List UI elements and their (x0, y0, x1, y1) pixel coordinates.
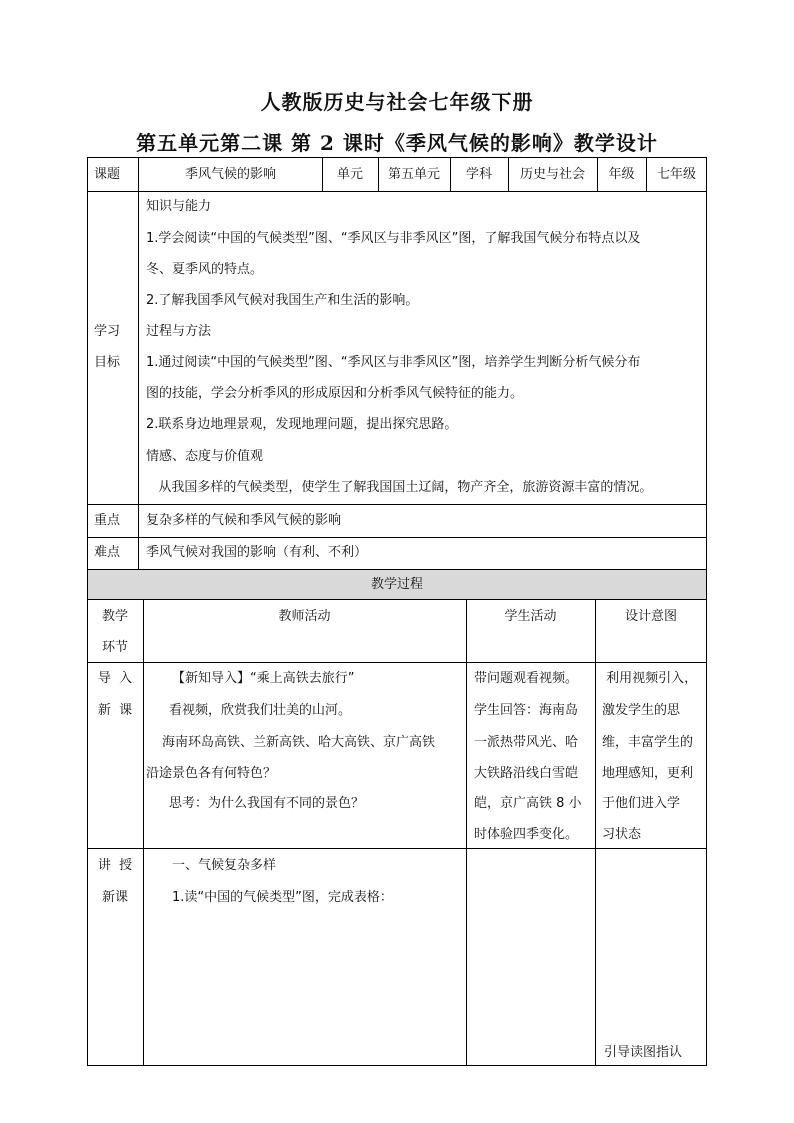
student-activity-line: 学生回答：海南岛 (474, 703, 579, 718)
grade-label: 年级 (608, 167, 635, 182)
grade-value: 七年级 (656, 167, 696, 182)
teacher-activity-line: 思考：为什么我国有不同的景色？ (169, 796, 365, 811)
student-activity-line: 一派热带风光、哈 (474, 735, 579, 750)
objective-line: 情感、态度与价值观 (146, 449, 264, 464)
objective-line: 知识与能力 (146, 199, 212, 214)
objective-line: 冬、夏季风的特点。 (146, 262, 264, 277)
objectives-label-line2: 目标 (94, 355, 121, 370)
design-intent-line: 于他们进入学 (602, 796, 681, 811)
objective-line: 1.学会阅读“中国的气候类型”图、“季风区与非季风区”图，了解我国气候分布特点以及 (146, 231, 641, 246)
student-activity-line: 时体验四季变化。 (474, 827, 579, 842)
process-header: 教学过程 (370, 577, 423, 592)
col-stage-header-line2: 环节 (101, 640, 128, 655)
objective-line: 从我国多样的气候类型，使学生了解我国国土辽阔，物产齐全，旅游资源丰富的情况。 (146, 480, 653, 495)
student-activity-line: 皑，京广高铁 8 小 (474, 796, 582, 811)
design-intent-line: 引导读图指认 (604, 1045, 683, 1060)
design-intent-line: 习状态 (602, 827, 642, 842)
teacher-activity-line: 1.读“中国的气候类型”图，完成表格： (172, 890, 393, 905)
key-point-value: 复杂多样的气候和季风气候的影响 (146, 513, 342, 528)
subject-value: 历史与社会 (519, 167, 585, 182)
row-intro-stage-line2: 新 课 (97, 703, 133, 718)
subject-label: 学科 (465, 167, 492, 182)
difficulty-label: 难点 (94, 545, 121, 560)
design-intent-line: 维，丰富学生的 (602, 735, 694, 750)
lesson-label: 课题 (94, 167, 121, 182)
unit-value: 第五单元 (387, 167, 440, 182)
col-teacher-header: 教师活动 (278, 609, 331, 624)
row-teach-stage-line2: 新课 (101, 890, 128, 905)
objective-line: 1.通过阅读“中国的气候类型”图、“季风区与非季风区”图，培养学生判断分析气候分布 (146, 355, 641, 370)
document-subtitle: 第五单元第二课 第 2 课时《季风气候的影响》教学设计 (136, 131, 658, 155)
design-intent-line: 地理感知，更利 (602, 766, 694, 781)
row-intro-stage-line1: 导 入 (97, 671, 133, 686)
teacher-activity-line: 海南环岛高铁、兰新高铁、哈大高铁、京广高铁 (162, 735, 436, 750)
document-title: 人教版历史与社会七年级下册 (260, 90, 534, 114)
teacher-activity-line: 沿途景色各有何特色？ (146, 766, 277, 781)
col-student-header: 学生活动 (504, 609, 557, 624)
student-activity-line: 大铁路沿线白雪皑 (474, 766, 579, 781)
objective-line: 2.了解我国季风气候对我国生产和生活的影响。 (146, 293, 419, 308)
unit-label: 单元 (336, 167, 363, 182)
design-intent-line: 激发学生的思 (602, 703, 681, 718)
teacher-activity-line: 一、气候复杂多样 (172, 858, 277, 873)
key-point-label: 重点 (94, 513, 121, 528)
objective-line: 图的技能，学会分析季风的形成原因和分析季风气候特征的能力。 (146, 386, 524, 401)
row-teach-stage-line1: 讲 授 (97, 858, 133, 873)
difficulty-value: 季风气候对我国的影响（有利、不利） (146, 545, 368, 560)
objective-line: 过程与方法 (146, 324, 212, 339)
col-intent-header: 设计意图 (624, 609, 677, 624)
lesson-value: 季风气候的影响 (184, 167, 276, 182)
teacher-activity-line: 看视频，欣赏我们壮美的山河。 (169, 703, 352, 718)
objectives-label-line1: 学习 (94, 324, 121, 339)
objective-line: 2.联系身边地理景观，发现地理问题，提出探究思路。 (146, 417, 458, 432)
student-activity-line: 带问题观看视频。 (474, 671, 579, 686)
col-stage-header-line1: 教学 (101, 609, 128, 624)
teacher-activity-line: 【新知导入】“乘上高铁去旅行” (172, 671, 355, 686)
design-intent-line: 利用视频引入， (602, 671, 698, 686)
